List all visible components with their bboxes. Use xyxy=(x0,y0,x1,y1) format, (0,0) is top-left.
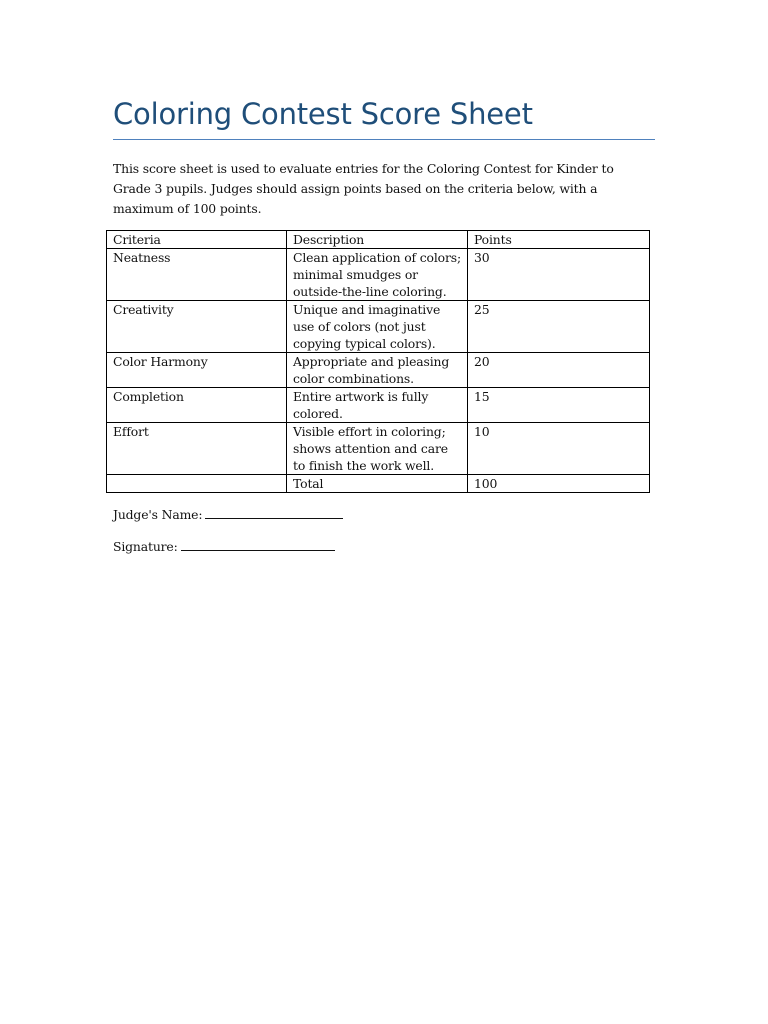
signature-field xyxy=(113,538,335,555)
description-cell: Clean application of colors; minimal smudges or outside-the-line coloring. xyxy=(287,249,468,301)
description-cell: Entire artwork is fully colored. xyxy=(287,388,468,423)
table-total-row xyxy=(107,475,650,493)
header-criteria: Criteria xyxy=(107,231,287,249)
score-table xyxy=(106,230,650,493)
points-cell: 15 xyxy=(468,388,650,423)
table-row xyxy=(107,353,650,388)
signature-blank-line[interactable] xyxy=(181,538,335,551)
criteria-cell: Neatness xyxy=(107,249,287,301)
table-row xyxy=(107,388,650,423)
intro-paragraph: This score sheet is used to evaluate entries for the Coloring Contest for Kinder to Grade 3 pupils. Judges should assign points based on the criteria below, with a maximum of 100 points. xyxy=(113,161,614,216)
points-cell: 30 xyxy=(468,249,650,301)
criteria-cell: Effort xyxy=(107,423,287,475)
total-empty-cell xyxy=(107,475,287,493)
table-header-row xyxy=(107,231,650,249)
description-cell: Appropriate and pleasing color combinations. xyxy=(287,353,468,388)
description-cell: Visible effort in coloring; shows attention and care to finish the work well. xyxy=(287,423,468,475)
judge-name-blank-line[interactable] xyxy=(205,506,343,519)
points-cell: 25 xyxy=(468,301,650,353)
total-label: Total xyxy=(287,475,468,493)
total-points: 100 xyxy=(468,475,650,493)
points-cell: 10 xyxy=(468,423,650,475)
table-row xyxy=(107,249,650,301)
judge-name-label: Judge's Name: xyxy=(113,507,203,522)
criteria-cell: Completion xyxy=(107,388,287,423)
criteria-cell: Color Harmony xyxy=(107,353,287,388)
points-cell: 20 xyxy=(468,353,650,388)
description-cell: Unique and imaginative use of colors (not just copying typical colors). xyxy=(287,301,468,353)
table-row xyxy=(107,301,650,353)
title-underline xyxy=(113,139,655,140)
header-description: Description xyxy=(287,231,468,249)
header-points: Points xyxy=(468,231,650,249)
table-row xyxy=(107,423,650,475)
judge-name-field xyxy=(113,506,343,523)
criteria-cell: Creativity xyxy=(107,301,287,353)
document-title: Coloring Contest Score Sheet xyxy=(113,97,533,131)
signature-label: Signature: xyxy=(113,539,178,554)
